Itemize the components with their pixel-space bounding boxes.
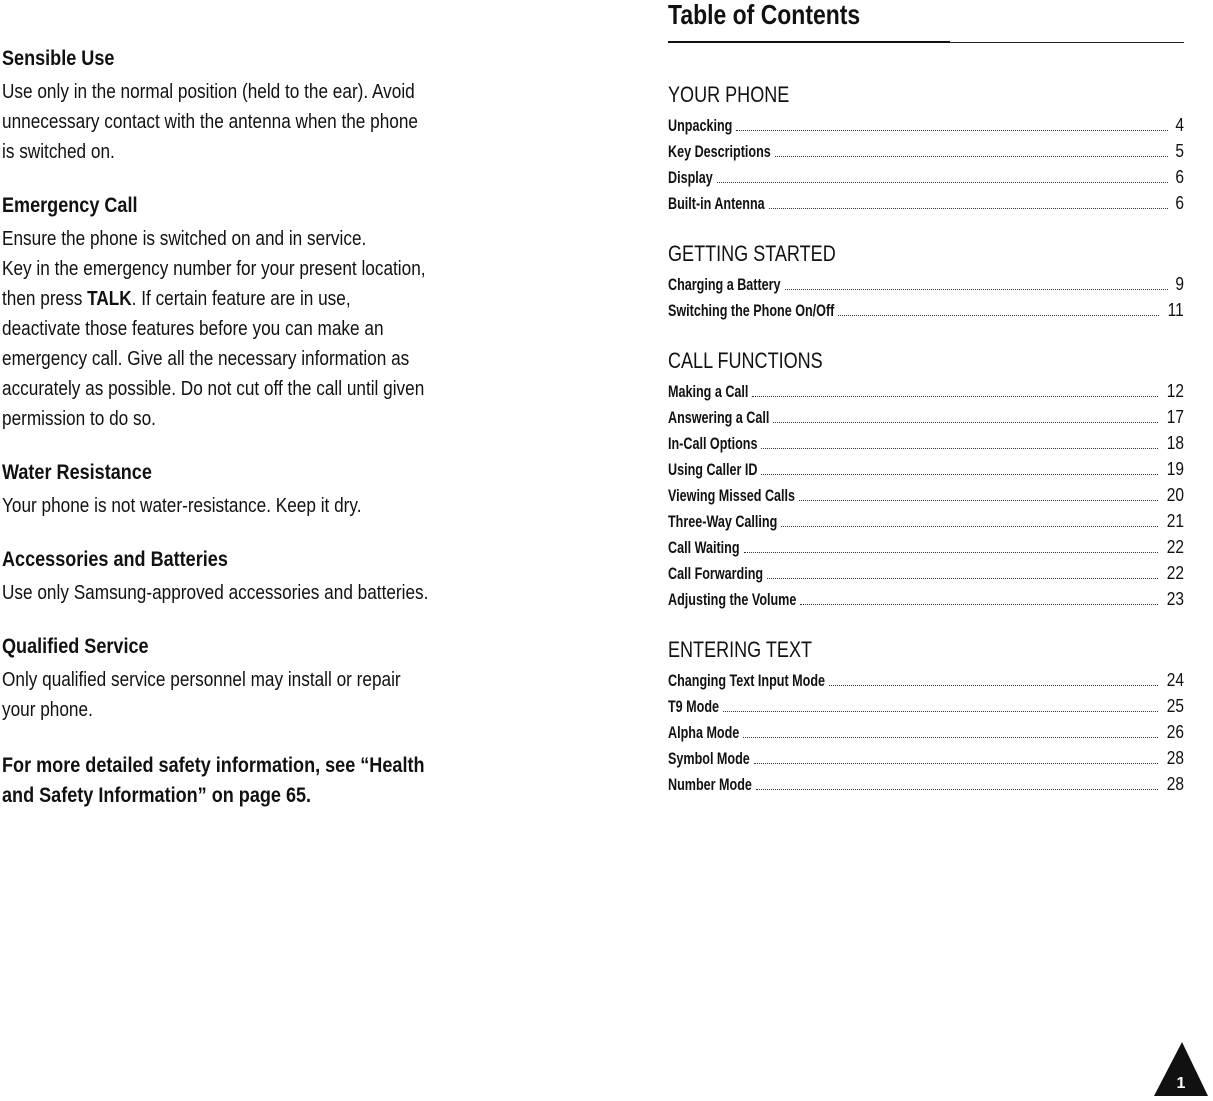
dot-leader bbox=[769, 208, 1168, 209]
dot-leader bbox=[800, 604, 1158, 605]
toc-entry[interactable] bbox=[668, 269, 1184, 295]
toc-entry-page: 5 bbox=[1175, 141, 1184, 161]
body-line: unnecessary contact with the antenna when the phone bbox=[2, 111, 418, 133]
page-number-badge bbox=[1150, 1040, 1210, 1098]
toc-entry-label: Switching the Phone On/Off bbox=[668, 301, 835, 320]
toc-entry-page: 9 bbox=[1175, 274, 1184, 294]
section-title: Emergency Call bbox=[2, 194, 138, 217]
toc-entry-label: Key Descriptions bbox=[668, 142, 771, 161]
toc-section-title: ENTERING TEXT bbox=[668, 637, 813, 662]
toc-entry[interactable] bbox=[668, 665, 1184, 691]
section-sensible-use bbox=[2, 46, 602, 167]
dot-leader bbox=[767, 578, 1158, 579]
toc-entry[interactable] bbox=[668, 188, 1184, 214]
body-line: accurately as possible. Do not cut off the call until given bbox=[2, 378, 425, 400]
dot-leader bbox=[829, 685, 1158, 686]
body-line: Key in the emergency number for your present location, bbox=[2, 258, 426, 280]
note-line: and Safety Information” on page 65. bbox=[2, 784, 312, 807]
toc-section-title: CALL FUNCTIONS bbox=[668, 348, 823, 373]
dot-leader bbox=[775, 156, 1168, 157]
title-rule-accent bbox=[668, 41, 950, 43]
toc-entry-label: Symbol Mode bbox=[668, 749, 750, 768]
toc-entry-page: 12 bbox=[1166, 381, 1184, 401]
toc-entry[interactable] bbox=[668, 506, 1184, 532]
toc-entry-label: Answering a Call bbox=[668, 408, 770, 427]
dot-leader bbox=[743, 737, 1158, 738]
section-emergency-call bbox=[2, 193, 602, 434]
body-line: Only qualified service personnel may install or repair bbox=[2, 669, 401, 691]
toc-entry-page: 18 bbox=[1166, 433, 1184, 453]
toc-entry-label: Call Waiting bbox=[668, 538, 740, 557]
toc-entry-page: 22 bbox=[1166, 563, 1184, 583]
toc-entry-label: Unpacking bbox=[668, 116, 733, 135]
toc-entry[interactable] bbox=[668, 691, 1184, 717]
toc-entry-page: 4 bbox=[1175, 115, 1184, 135]
toc-entry[interactable] bbox=[668, 480, 1184, 506]
toc-entry-label: Adjusting the Volume bbox=[668, 590, 797, 609]
section-water-resistance bbox=[2, 460, 602, 521]
toc-entry-page: 21 bbox=[1166, 511, 1184, 531]
toc-section bbox=[668, 346, 1184, 610]
toc-section-title: YOUR PHONE bbox=[668, 82, 790, 107]
toc-entry[interactable] bbox=[668, 136, 1184, 162]
body-line: Ensure the phone is switched on and in service. bbox=[2, 228, 367, 250]
dot-leader bbox=[781, 526, 1158, 527]
toc-entry-page: 28 bbox=[1166, 748, 1184, 768]
toc-section bbox=[668, 239, 1184, 321]
body-line bbox=[2, 284, 518, 314]
dot-leader bbox=[723, 711, 1158, 712]
section-title: Qualified Service bbox=[2, 635, 149, 658]
dot-leader bbox=[744, 552, 1158, 553]
toc-entry[interactable] bbox=[668, 558, 1184, 584]
toc-entry[interactable] bbox=[668, 454, 1184, 480]
toc-entry-page: 26 bbox=[1166, 722, 1184, 742]
body-line: Use only in the normal position (held to the ear). Avoid bbox=[2, 81, 415, 103]
dot-leader bbox=[773, 422, 1158, 423]
toc-entry-label: In-Call Options bbox=[668, 434, 758, 453]
dot-leader bbox=[799, 500, 1158, 501]
toc-entry-page: 20 bbox=[1166, 485, 1184, 505]
toc-section-title: GETTING STARTED bbox=[668, 241, 836, 266]
dot-leader bbox=[838, 315, 1159, 316]
dot-leader bbox=[754, 763, 1158, 764]
toc-entry-page: 24 bbox=[1166, 670, 1184, 690]
toc-entry[interactable] bbox=[668, 402, 1184, 428]
toc-entry-label: Charging a Battery bbox=[668, 275, 781, 294]
toc-entry-page: 22 bbox=[1166, 537, 1184, 557]
section-title: Sensible Use bbox=[2, 47, 115, 70]
dot-leader bbox=[752, 396, 1158, 397]
dot-leader bbox=[717, 182, 1168, 183]
note-line: For more detailed safety information, see “Health bbox=[2, 754, 425, 777]
toc-entry[interactable] bbox=[668, 717, 1184, 743]
section-accessories-batteries bbox=[2, 547, 602, 608]
safety-column bbox=[2, 46, 602, 837]
dot-leader bbox=[736, 130, 1168, 131]
toc-entry-page: 28 bbox=[1166, 774, 1184, 794]
toc-entry[interactable] bbox=[668, 532, 1184, 558]
toc-entry[interactable] bbox=[668, 110, 1184, 136]
toc-entry-page: 11 bbox=[1167, 300, 1184, 320]
talk-key-label: TALK bbox=[87, 288, 132, 310]
toc-entry[interactable] bbox=[668, 584, 1184, 610]
section-title: Accessories and Batteries bbox=[2, 548, 228, 571]
body-line: your phone. bbox=[2, 699, 93, 721]
dot-leader bbox=[761, 448, 1158, 449]
toc-entry-label: Changing Text Input Mode bbox=[668, 671, 826, 690]
line-text: . If certain feature are in use, bbox=[131, 288, 351, 310]
toc-entry-label: Alpha Mode bbox=[668, 723, 740, 742]
section-title: Water Resistance bbox=[2, 461, 152, 484]
toc-title: Table of Contents bbox=[668, 0, 861, 30]
toc-list bbox=[668, 80, 1184, 820]
toc-entry-label: Number Mode bbox=[668, 775, 752, 794]
toc-entry-label: Three-Way Calling bbox=[668, 512, 778, 531]
toc-entry[interactable] bbox=[668, 162, 1184, 188]
toc-section bbox=[668, 635, 1184, 795]
toc-entry[interactable] bbox=[668, 769, 1184, 795]
toc-entry[interactable] bbox=[668, 376, 1184, 402]
toc-entry[interactable] bbox=[668, 743, 1184, 769]
toc-entry-page: 17 bbox=[1166, 407, 1184, 427]
toc-entry-label: Making a Call bbox=[668, 382, 749, 401]
toc-entry-label: Built-in Antenna bbox=[668, 194, 765, 213]
toc-entry-label: T9 Mode bbox=[668, 697, 720, 716]
body-line: permission to do so. bbox=[2, 408, 156, 430]
safety-reference-note bbox=[2, 751, 602, 811]
dot-leader bbox=[761, 474, 1158, 475]
dot-leader bbox=[785, 289, 1168, 290]
toc-entry-page: 19 bbox=[1166, 459, 1184, 479]
toc-section bbox=[668, 80, 1184, 214]
dot-leader bbox=[756, 789, 1158, 790]
toc-entry-label: Viewing Missed Calls bbox=[668, 486, 796, 505]
page-number: 1 bbox=[1176, 1075, 1186, 1092]
toc-entry[interactable] bbox=[668, 428, 1184, 454]
toc-entry-page: 6 bbox=[1175, 167, 1184, 187]
toc-entry-label: Call Forwarding bbox=[668, 564, 764, 583]
body-line: deactivate those features before you can make an bbox=[2, 318, 384, 340]
toc-entry-page: 25 bbox=[1166, 696, 1184, 716]
body-line: Use only Samsung-approved accessories and batteries. bbox=[2, 582, 429, 604]
toc-entry-page: 6 bbox=[1175, 193, 1184, 213]
toc-entry-label: Display bbox=[668, 168, 713, 187]
body-line: Your phone is not water-resistance. Keep it dry. bbox=[2, 495, 362, 517]
toc-entry-page: 23 bbox=[1166, 589, 1184, 609]
body-line: is switched on. bbox=[2, 141, 115, 163]
line-text: then press bbox=[2, 288, 88, 310]
toc-entry[interactable] bbox=[668, 295, 1184, 321]
toc-entry-label: Using Caller ID bbox=[668, 460, 758, 479]
section-qualified-service bbox=[2, 634, 602, 725]
body-line: emergency call. Give all the necessary information as bbox=[2, 348, 410, 370]
